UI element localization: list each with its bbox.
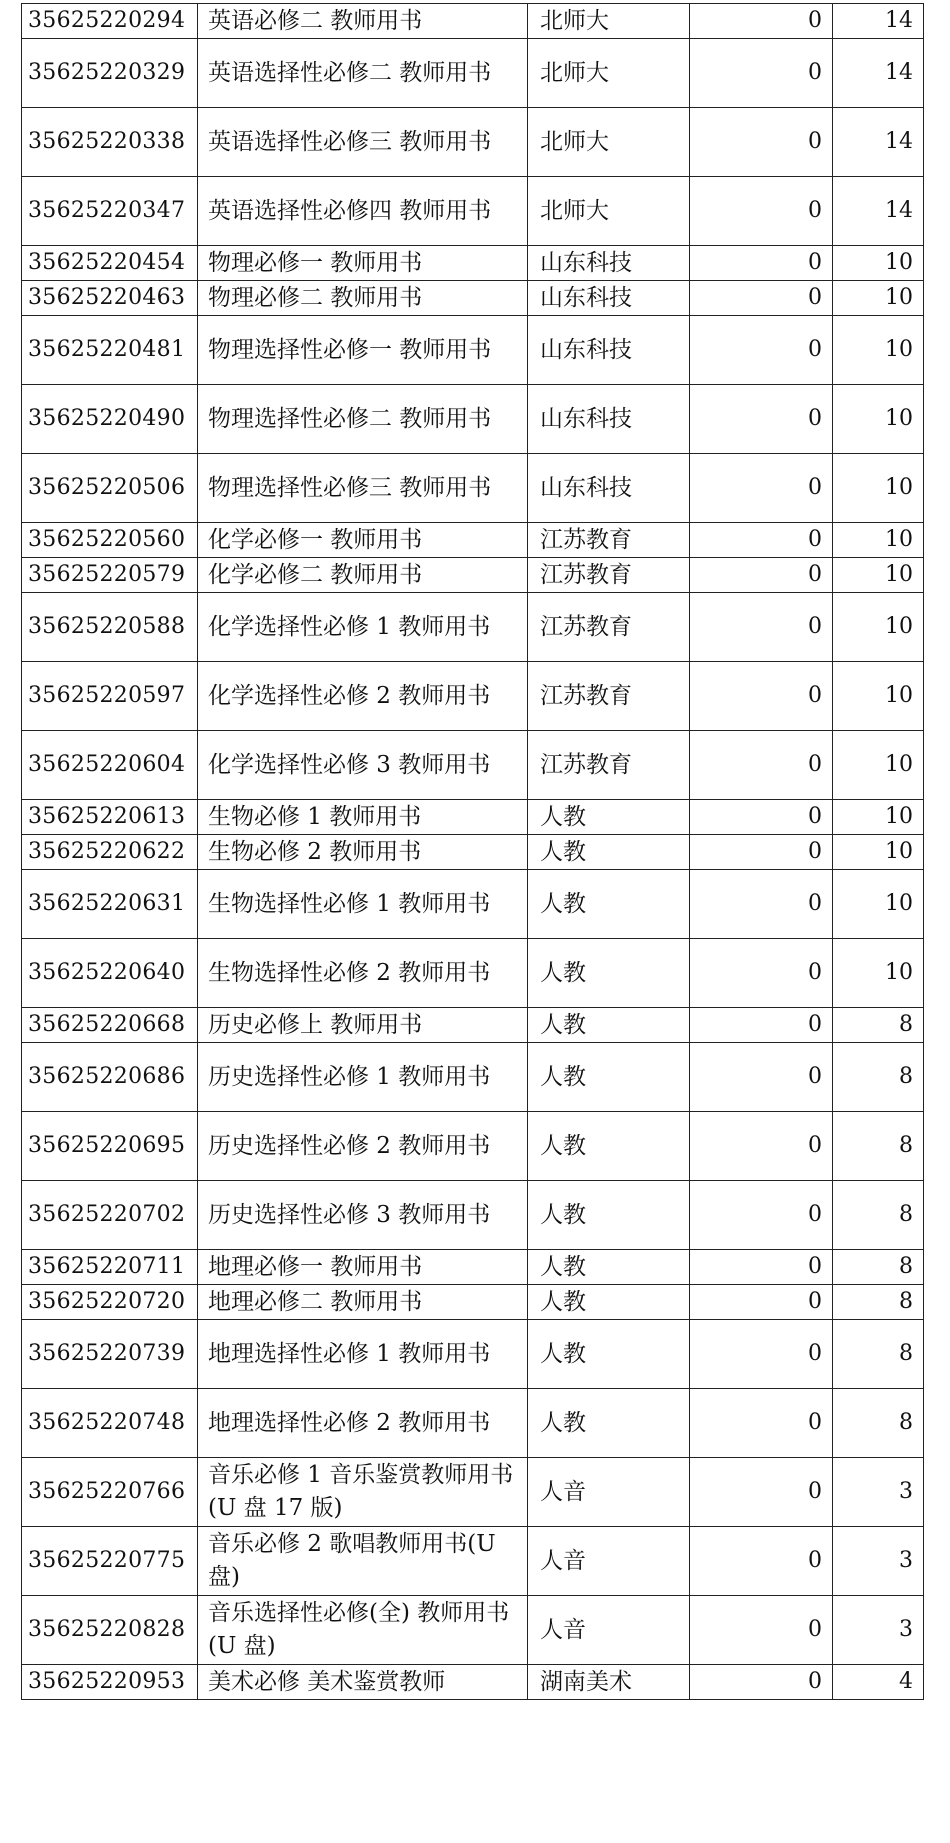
book-title-cell: 英语必修二 教师用书	[198, 4, 528, 39]
publisher-cell: 山东科技	[528, 385, 690, 454]
quantity-b-cell: 8	[833, 1285, 924, 1320]
book-title-cell: 化学选择性必修 2 教师用书	[198, 662, 528, 731]
quantity-b-cell: 10	[833, 870, 924, 939]
publisher-cell: 山东科技	[528, 281, 690, 316]
table-row	[22, 1112, 924, 1181]
book-code-cell: 35625220748	[22, 1389, 198, 1458]
book-code-cell: 35625220766	[22, 1458, 198, 1527]
quantity-b-cell: 10	[833, 939, 924, 1008]
publisher-cell: 人教	[528, 835, 690, 870]
book-title-cell: 英语选择性必修二 教师用书	[198, 39, 528, 108]
quantity-a-cell: 0	[690, 939, 833, 1008]
table-row	[22, 385, 924, 454]
book-code-cell: 35625220953	[22, 1665, 198, 1700]
book-code-cell: 35625220775	[22, 1527, 198, 1596]
publisher-cell: 江苏教育	[528, 593, 690, 662]
quantity-b-cell: 10	[833, 800, 924, 835]
quantity-a-cell: 0	[690, 281, 833, 316]
quantity-a-cell: 0	[690, 1320, 833, 1389]
table-row	[22, 731, 924, 800]
quantity-a-cell: 0	[690, 316, 833, 385]
quantity-a-cell: 0	[690, 1596, 833, 1665]
quantity-a-cell: 0	[690, 39, 833, 108]
quantity-b-cell: 8	[833, 1008, 924, 1043]
book-code-cell: 35625220463	[22, 281, 198, 316]
table-row	[22, 4, 924, 39]
quantity-b-cell: 14	[833, 177, 924, 246]
book-title-cell: 生物必修 2 教师用书	[198, 835, 528, 870]
quantity-a-cell: 0	[690, 558, 833, 593]
quantity-b-cell: 10	[833, 662, 924, 731]
book-code-cell: 35625220739	[22, 1320, 198, 1389]
quantity-a-cell: 0	[690, 454, 833, 523]
publisher-cell: 人教	[528, 870, 690, 939]
quantity-b-cell: 8	[833, 1043, 924, 1112]
book-title-cell: 物理选择性必修一 教师用书	[198, 316, 528, 385]
table-body	[22, 4, 924, 1700]
book-title-cell: 化学必修二 教师用书	[198, 558, 528, 593]
book-code-cell: 35625220828	[22, 1596, 198, 1665]
publisher-cell: 人教	[528, 1285, 690, 1320]
table-row	[22, 523, 924, 558]
book-code-cell: 35625220720	[22, 1285, 198, 1320]
publisher-cell: 人教	[528, 1008, 690, 1043]
quantity-b-cell: 4	[833, 1665, 924, 1700]
book-title-cell: 历史必修上 教师用书	[198, 1008, 528, 1043]
quantity-b-cell: 3	[833, 1458, 924, 1527]
table-row	[22, 1285, 924, 1320]
table-row	[22, 1008, 924, 1043]
publisher-cell: 人教	[528, 939, 690, 1008]
book-code-cell: 35625220613	[22, 800, 198, 835]
quantity-a-cell: 0	[690, 177, 833, 246]
table-row	[22, 454, 924, 523]
book-code-cell: 35625220560	[22, 523, 198, 558]
book-title-cell: 化学必修一 教师用书	[198, 523, 528, 558]
book-code-cell: 35625220588	[22, 593, 198, 662]
publisher-cell: 江苏教育	[528, 731, 690, 800]
book-code-cell: 35625220711	[22, 1250, 198, 1285]
book-code-cell: 35625220490	[22, 385, 198, 454]
publisher-cell: 人教	[528, 1389, 690, 1458]
book-title-cell: 化学选择性必修 3 教师用书	[198, 731, 528, 800]
publisher-cell: 人音	[528, 1596, 690, 1665]
book-title-cell: 地理选择性必修 2 教师用书	[198, 1389, 528, 1458]
quantity-b-cell: 3	[833, 1596, 924, 1665]
quantity-b-cell: 10	[833, 593, 924, 662]
publisher-cell: 江苏教育	[528, 558, 690, 593]
table-row	[22, 108, 924, 177]
table-row	[22, 558, 924, 593]
publisher-cell: 江苏教育	[528, 523, 690, 558]
book-code-cell: 35625220640	[22, 939, 198, 1008]
book-title-cell: 化学选择性必修 1 教师用书	[198, 593, 528, 662]
table-row	[22, 1181, 924, 1250]
book-title-cell: 生物选择性必修 1 教师用书	[198, 870, 528, 939]
publisher-cell: 山东科技	[528, 246, 690, 281]
quantity-a-cell: 0	[690, 108, 833, 177]
book-code-cell: 35625220622	[22, 835, 198, 870]
quantity-b-cell: 8	[833, 1389, 924, 1458]
book-code-cell: 35625220579	[22, 558, 198, 593]
table-row	[22, 1665, 924, 1700]
quantity-a-cell: 0	[690, 800, 833, 835]
quantity-b-cell: 8	[833, 1250, 924, 1285]
book-title-cell: 地理必修二 教师用书	[198, 1285, 528, 1320]
book-title-cell: 生物必修 1 教师用书	[198, 800, 528, 835]
quantity-a-cell: 0	[690, 1527, 833, 1596]
quantity-a-cell: 0	[690, 1181, 833, 1250]
quantity-b-cell: 10	[833, 316, 924, 385]
table-row	[22, 1458, 924, 1527]
table-row	[22, 835, 924, 870]
quantity-b-cell: 8	[833, 1112, 924, 1181]
book-code-cell: 35625220347	[22, 177, 198, 246]
book-title-cell: 地理选择性必修 1 教师用书	[198, 1320, 528, 1389]
table-row	[22, 316, 924, 385]
table-row	[22, 1250, 924, 1285]
book-code-cell: 35625220686	[22, 1043, 198, 1112]
book-title-cell: 物理必修二 教师用书	[198, 281, 528, 316]
table-row	[22, 662, 924, 731]
book-title-cell: 物理必修一 教师用书	[198, 246, 528, 281]
quantity-a-cell: 0	[690, 4, 833, 39]
book-title-cell: 历史选择性必修 1 教师用书	[198, 1043, 528, 1112]
table-row	[22, 281, 924, 316]
book-title-cell: 英语选择性必修三 教师用书	[198, 108, 528, 177]
book-title-cell: 历史选择性必修 2 教师用书	[198, 1112, 528, 1181]
book-code-cell: 35625220604	[22, 731, 198, 800]
quantity-b-cell: 8	[833, 1320, 924, 1389]
book-title-cell: 音乐必修 2 歌唱教师用书(U 盘)	[198, 1527, 528, 1596]
publisher-cell: 北师大	[528, 177, 690, 246]
table-row	[22, 1320, 924, 1389]
book-title-cell: 生物选择性必修 2 教师用书	[198, 939, 528, 1008]
table-row	[22, 800, 924, 835]
quantity-a-cell: 0	[690, 1665, 833, 1700]
publisher-cell: 人音	[528, 1527, 690, 1596]
table-row	[22, 939, 924, 1008]
quantity-b-cell: 10	[833, 281, 924, 316]
book-code-cell: 35625220329	[22, 39, 198, 108]
quantity-a-cell: 0	[690, 523, 833, 558]
publisher-cell: 北师大	[528, 4, 690, 39]
publisher-cell: 山东科技	[528, 316, 690, 385]
book-title-cell: 英语选择性必修四 教师用书	[198, 177, 528, 246]
book-title-cell: 物理选择性必修二 教师用书	[198, 385, 528, 454]
publisher-cell: 人教	[528, 1181, 690, 1250]
table-row	[22, 1527, 924, 1596]
book-title-cell: 地理必修一 教师用书	[198, 1250, 528, 1285]
table-row	[22, 870, 924, 939]
quantity-a-cell: 0	[690, 1250, 833, 1285]
publisher-cell: 人教	[528, 1320, 690, 1389]
quantity-b-cell: 14	[833, 39, 924, 108]
publisher-cell: 人教	[528, 1043, 690, 1112]
quantity-a-cell: 0	[690, 1285, 833, 1320]
quantity-b-cell: 10	[833, 523, 924, 558]
quantity-a-cell: 0	[690, 1112, 833, 1181]
publisher-cell: 湖南美术	[528, 1665, 690, 1700]
table-row	[22, 1596, 924, 1665]
publisher-cell: 江苏教育	[528, 662, 690, 731]
table-row	[22, 177, 924, 246]
quantity-b-cell: 8	[833, 1181, 924, 1250]
book-title-cell: 音乐必修 1 音乐鉴赏教师用书(U 盘 17 版)	[198, 1458, 528, 1527]
quantity-a-cell: 0	[690, 246, 833, 281]
book-code-cell: 35625220597	[22, 662, 198, 731]
quantity-a-cell: 0	[690, 593, 833, 662]
publisher-cell: 人教	[528, 800, 690, 835]
book-code-cell: 35625220338	[22, 108, 198, 177]
book-code-cell: 35625220702	[22, 1181, 198, 1250]
quantity-a-cell: 0	[690, 870, 833, 939]
book-code-cell: 35625220481	[22, 316, 198, 385]
quantity-a-cell: 0	[690, 1389, 833, 1458]
publisher-cell: 北师大	[528, 108, 690, 177]
quantity-b-cell: 14	[833, 108, 924, 177]
table-row	[22, 1389, 924, 1458]
book-code-cell: 35625220294	[22, 4, 198, 39]
book-code-cell: 35625220695	[22, 1112, 198, 1181]
quantity-a-cell: 0	[690, 385, 833, 454]
publisher-cell: 人音	[528, 1458, 690, 1527]
publisher-cell: 北师大	[528, 39, 690, 108]
book-code-cell: 35625220454	[22, 246, 198, 281]
quantity-b-cell: 10	[833, 454, 924, 523]
book-title-cell: 音乐选择性必修(全) 教师用书(U 盘)	[198, 1596, 528, 1665]
quantity-b-cell: 10	[833, 731, 924, 800]
publisher-cell: 人教	[528, 1250, 690, 1285]
book-code-cell: 35625220631	[22, 870, 198, 939]
quantity-b-cell: 10	[833, 246, 924, 281]
quantity-a-cell: 0	[690, 731, 833, 800]
quantity-b-cell: 10	[833, 835, 924, 870]
publisher-cell: 山东科技	[528, 454, 690, 523]
book-code-cell: 35625220506	[22, 454, 198, 523]
book-code-cell: 35625220668	[22, 1008, 198, 1043]
table-row	[22, 39, 924, 108]
book-title-cell: 历史选择性必修 3 教师用书	[198, 1181, 528, 1250]
quantity-b-cell: 14	[833, 4, 924, 39]
book-title-cell: 美术必修 美术鉴赏教师	[198, 1665, 528, 1700]
quantity-b-cell: 10	[833, 385, 924, 454]
book-title-cell: 物理选择性必修三 教师用书	[198, 454, 528, 523]
quantity-a-cell: 0	[690, 1458, 833, 1527]
table-row	[22, 1043, 924, 1112]
quantity-b-cell: 3	[833, 1527, 924, 1596]
publisher-cell: 人教	[528, 1112, 690, 1181]
table-row	[22, 593, 924, 662]
quantity-a-cell: 0	[690, 835, 833, 870]
textbook-order-table	[21, 3, 924, 1700]
table-row	[22, 246, 924, 281]
quantity-b-cell: 10	[833, 558, 924, 593]
quantity-a-cell: 0	[690, 662, 833, 731]
quantity-a-cell: 0	[690, 1008, 833, 1043]
quantity-a-cell: 0	[690, 1043, 833, 1112]
